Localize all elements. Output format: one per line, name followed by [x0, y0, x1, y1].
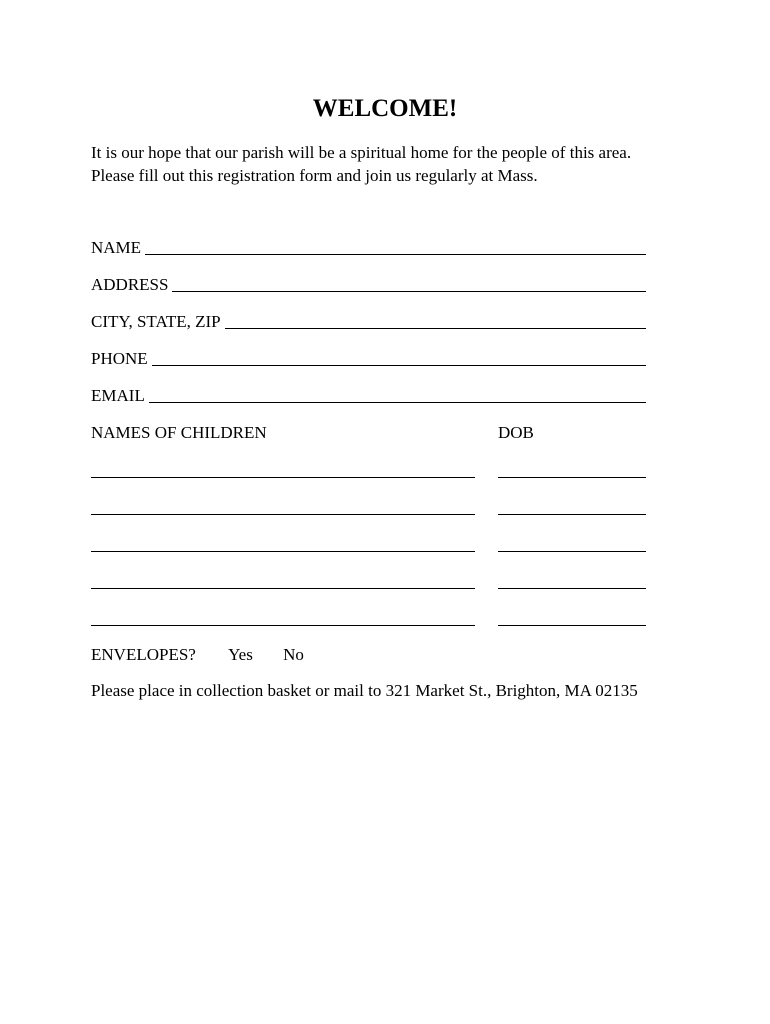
child-name-line-3[interactable]	[91, 551, 475, 552]
city-state-zip-blank-line[interactable]	[225, 328, 646, 329]
envelopes-label: ENVELOPES?	[91, 645, 196, 664]
intro-paragraph	[91, 141, 631, 187]
child-name-line-1[interactable]	[91, 477, 475, 478]
address-blank-line[interactable]	[172, 291, 646, 292]
city-state-zip-label: CITY, STATE, ZIP	[91, 312, 221, 331]
child-dob-line-1[interactable]	[498, 477, 646, 478]
children-names-heading: NAMES OF CHILDREN	[91, 423, 267, 442]
phone-blank-line[interactable]	[152, 365, 646, 366]
child-dob-line-3[interactable]	[498, 551, 646, 552]
address-label: ADDRESS	[91, 275, 169, 294]
child-name-line-5[interactable]	[91, 625, 475, 626]
name-label: NAME	[91, 238, 142, 257]
envelopes-no-option[interactable]: No	[283, 645, 304, 664]
intro-line-2: Please fill out this registration form and join us regularly at Mass.	[91, 166, 538, 185]
envelopes-question	[91, 645, 304, 665]
phone-label: PHONE	[91, 349, 148, 368]
address-field[interactable]	[91, 273, 646, 295]
intro-line-1: It is our hope that our parish will be a spiritual home for the people of this area.	[91, 143, 632, 162]
email-label: EMAIL	[91, 386, 145, 405]
phone-field[interactable]	[91, 347, 646, 369]
envelopes-yes-option[interactable]: Yes	[228, 645, 253, 664]
child-name-line-2[interactable]	[91, 514, 475, 515]
children-dob-heading: DOB	[498, 423, 534, 442]
email-field[interactable]	[91, 384, 646, 406]
city-state-zip-field[interactable]	[91, 310, 646, 332]
child-dob-line-2[interactable]	[498, 514, 646, 515]
child-name-line-4[interactable]	[91, 588, 475, 589]
mailing-instructions: Please place in collection basket or mail to 321 Market St., Brighton, MA 02135	[91, 681, 638, 700]
child-dob-line-4[interactable]	[498, 588, 646, 589]
name-blank-line[interactable]	[145, 254, 646, 255]
email-blank-line[interactable]	[149, 402, 646, 403]
name-field[interactable]	[91, 236, 646, 258]
page-title: WELCOME!	[312, 95, 458, 122]
child-dob-line-5[interactable]	[498, 625, 646, 626]
